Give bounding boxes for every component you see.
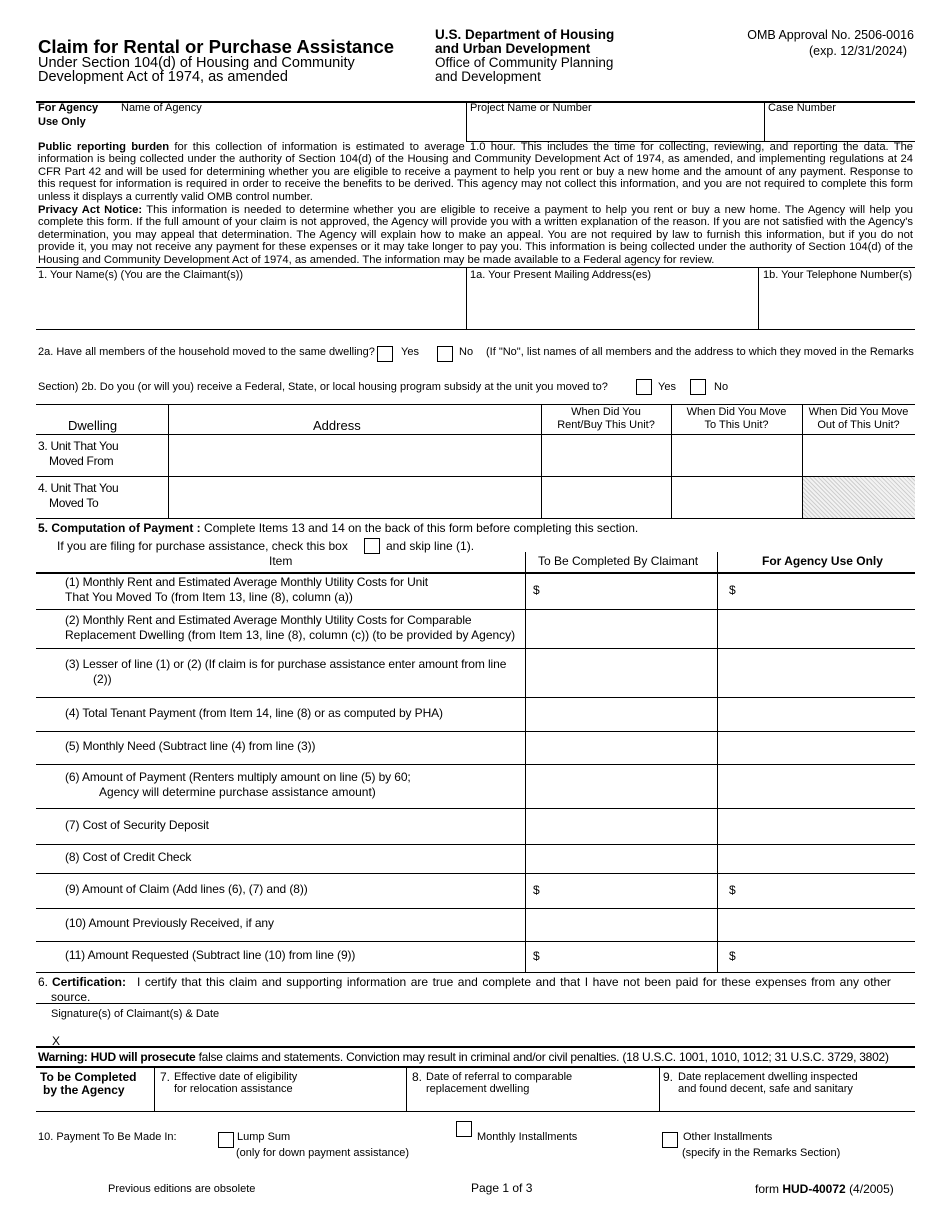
moved-from-rent-date-field[interactable] — [542, 435, 671, 476]
office-name-line1: Office of Community Planning — [435, 55, 614, 70]
computation-line-1-text: (1) Monthly Rent and Estimated Average Monthly Utility Costs for Unit — [65, 575, 429, 589]
question-2b-label: Section) 2b. Do you (or will you) receive a Federal, State, or local housing program subsidy at the unit you moved to? — [38, 381, 608, 393]
computation-line-3-label — [65, 657, 521, 687]
question-2a-note: (If "No", list names of all members and the address to which they moved in the Remarks — [486, 346, 914, 358]
computation-line-8-text: (8) Cost of Credit Check — [65, 850, 192, 864]
signature-label: Signature(s) of Claimant(s) & Date — [51, 1008, 220, 1020]
computation-line-10-text: (10) Amount Previously Received, if any — [65, 916, 274, 930]
lump-sum-label: Lump Sum — [237, 1131, 291, 1143]
item8-label-line2: replacement dwelling — [426, 1083, 530, 1095]
agency-column-header: For Agency Use Only — [762, 554, 883, 568]
omb-approval-number: OMB Approval No. 2506-0016 — [747, 28, 914, 42]
computation-line-3-text: (3) Lesser of line (1) or (2) (If claim is for purchase assistance enter amount from line — [65, 657, 507, 671]
form-subtitle-line2: Development Act of 1974, as amended — [38, 69, 288, 85]
computation-line-2-label — [65, 613, 521, 643]
moved-from-address-field[interactable] — [169, 435, 541, 476]
agency-amount-line-5-field[interactable] — [718, 732, 915, 764]
claimant-amount-line-8-field[interactable] — [526, 845, 717, 873]
row3-label-line1: 3. Unit That You — [38, 439, 119, 453]
question-2a-label: 2a. Have all members of the household moved to the same dwelling? — [38, 346, 375, 358]
form-number-id: HUD-40072 — [782, 1182, 846, 1196]
claimant-amount-line-1-field[interactable] — [526, 573, 717, 609]
item8-label-line1: Date of referral to comparable — [426, 1071, 573, 1083]
computation-line-4-text: (4) Total Tenant Payment (from Item 14, line (8) or as computed by PHA) — [65, 706, 443, 720]
form-number-prefix: form — [755, 1182, 779, 1196]
form-number — [755, 1182, 894, 1196]
move-out-header-line1: When Did You Move — [808, 406, 909, 418]
claimant-row-top-rule — [36, 267, 915, 268]
signature-rule — [36, 1046, 915, 1048]
case-number-label: Case Number — [768, 102, 836, 114]
move-out-date-column-header — [802, 406, 915, 432]
agency-amount-line-4-field[interactable] — [718, 698, 915, 731]
computation-line-7-text: (7) Cost of Security Deposit — [65, 818, 209, 832]
payment-method-label: 10. Payment To Be Made In: — [38, 1131, 177, 1143]
claimant-dollar-sign-line-9: $ — [533, 883, 540, 897]
claimant-name-field[interactable] — [36, 283, 466, 328]
agency-amount-line-11-field[interactable] — [718, 942, 915, 972]
move-in-header-line2: To This Unit? — [704, 419, 769, 431]
claimant-amount-line-2-field[interactable] — [526, 610, 717, 648]
name-of-agency-field[interactable] — [118, 103, 466, 141]
agency-amount-line-7-field[interactable] — [718, 809, 915, 844]
form-number-date: (4/2005) — [849, 1182, 894, 1196]
computation-heading-bold: 5. Computation of Payment : — [38, 521, 201, 535]
agency-block-label-line2: by the Agency — [43, 1083, 125, 1097]
question-2b-no-label: No — [714, 381, 729, 393]
item-column-header: Item — [269, 554, 293, 568]
household-same-dwelling-no-checkbox[interactable] — [437, 346, 453, 362]
dwelling-column-header: Dwelling — [68, 418, 118, 433]
agency-amount-line-6-field[interactable] — [718, 765, 915, 808]
claimant-amount-line-7-field[interactable] — [526, 809, 717, 844]
question-2b-yes-label: Yes — [658, 381, 676, 393]
privacy-text: This information is needed to determine whether you are eligible to receive a payment to help you rent or buy a new home. The Agency will help you complete this form. If the full amount of your claim is not approved, the Agency will provide you with a written explanation of the reason. If you are not satisfied with the Agency's determination, you may appeal that determination. The Agency will explain how to make an appeal. You are not required by law to furnish this information, but if you do not provide it, you may not receive any payment for these expenses or it may take longer to pay you. This information is being collected under the authority of Section 104(d) of the Housing and Community Development Act of 1974, as amended. The information may be made available to a Federal agency for review. — [38, 204, 914, 266]
signature-x-mark: X — [52, 1034, 61, 1048]
claimant-amount-line-5-field[interactable] — [526, 732, 717, 764]
moved-to-move-in-date-field[interactable] — [672, 477, 802, 518]
office-name-line2: and Development — [435, 69, 541, 84]
form-subtitle-line1: Under Section 104(d) of Housing and Community — [38, 55, 355, 71]
household-same-dwelling-yes-checkbox[interactable] — [377, 346, 393, 362]
claimant-amount-line-11-field[interactable] — [526, 942, 717, 972]
computation-line-6-label — [65, 770, 521, 800]
claimant-amount-line-9-field[interactable] — [526, 874, 717, 908]
project-name-field[interactable] — [467, 103, 763, 141]
computation-line-11-label — [65, 948, 521, 963]
computation-line-6-text-cont: Agency will determine purchase assistance amount) — [99, 785, 376, 799]
other-installments-checkbox[interactable] — [662, 1132, 678, 1148]
computation-line-6-text: (6) Amount of Payment (Renters multiply amount on line (5) by 60; — [65, 770, 411, 784]
computation-line-7-label — [65, 818, 521, 833]
computation-line-3-text-cont: (2)) — [93, 672, 112, 686]
monthly-installments-checkbox[interactable] — [456, 1121, 472, 1137]
monthly-installments-label: Monthly Installments — [477, 1131, 578, 1143]
move-in-date-column-header — [671, 406, 802, 432]
moved-to-address-field[interactable] — [169, 477, 541, 518]
agency-dollar-sign-line-11: $ — [729, 949, 736, 963]
eligibility-date-field[interactable] — [155, 1096, 406, 1110]
moved-to-rent-date-field[interactable] — [542, 477, 671, 518]
other-installments-label: Other Installments — [683, 1131, 773, 1143]
certification-text-line1: I certify that this claim and supporting information are true and complete and that I have not been paid for these expenses from any other — [137, 975, 891, 989]
for-agency-label-line1: For Agency — [38, 102, 99, 114]
agency-amount-line-2-field[interactable] — [718, 610, 915, 648]
item8-number: 8. — [412, 1070, 423, 1084]
lump-sum-note: (only for down payment assistance) — [236, 1147, 410, 1159]
claimant-column-header: To Be Completed By Claimant — [538, 554, 699, 568]
other-installments-note: (specify in the Remarks Section) — [682, 1147, 841, 1159]
computation-line-10-label — [65, 916, 521, 931]
agency-amount-line-3-field[interactable] — [718, 649, 915, 697]
claimant-amount-line-3-field[interactable] — [526, 649, 717, 697]
mailing-address-label: 1a. Your Present Mailing Address(es) — [470, 269, 651, 281]
question-2a-no-label: No — [459, 346, 474, 358]
case-number-field[interactable] — [765, 103, 915, 141]
rent-buy-header-line2: Rent/Buy This Unit? — [557, 419, 655, 431]
computation-line-9-label — [65, 882, 521, 897]
agency-dollar-sign-line-1: $ — [729, 583, 736, 597]
claimant-dollar-sign-line-11: $ — [533, 949, 540, 963]
subsidy-yes-checkbox[interactable] — [636, 379, 652, 395]
agency-amount-line-1-field[interactable] — [718, 573, 915, 609]
item7-number: 7. — [160, 1070, 171, 1084]
certification-number: 6. — [38, 975, 49, 989]
computation-heading — [38, 521, 638, 535]
claimant-row-bottom-rule — [36, 329, 915, 330]
agency-amount-line-10-field[interactable] — [718, 909, 915, 941]
purchase-assistance-checkbox[interactable] — [364, 538, 380, 554]
computation-line-4-label — [65, 706, 521, 721]
burden-heading: Public reporting burden — [38, 141, 170, 153]
purchase-assistance-instruction: If you are filing for purchase assistance, check this box — [57, 539, 348, 553]
question-2a-yes-label: Yes — [401, 346, 419, 358]
rent-buy-date-column-header — [541, 406, 671, 432]
claimant-dollar-sign-line-1: $ — [533, 583, 540, 597]
agency-block-bottom-rule — [36, 1111, 915, 1112]
warning-rule — [36, 1066, 915, 1068]
previous-editions-note: Previous editions are obsolete — [108, 1183, 256, 1195]
burden-text: for this collection of information is estimated to average 1.0 hour. This includes the time for collecting, reviewing, and reporting the data. The information is being collected under the authority of Section 104(d) of the Housing and Community Development Act of 1974, as amended, and implementing regulations at 24 CFR Part 42 and will be used for determining whether you are eligible to receive a payment to help you rent or buy a new home and the amount of any payment. Response to this request for information is required in order to receive the benefits to be derived. This agency may not collect this information, and you are not required to complete this form unless it displays a currently valid OMB control number. — [38, 141, 914, 203]
warning-text: false claims and statements. Conviction may result in criminal and/or civil penalties. (18 U.S.C. 1001, 1010, 1012; 31 U.S.C. 3729, 3802) — [198, 1050, 889, 1064]
item7-label-line2: for relocation assistance — [174, 1083, 293, 1095]
move-in-header-line1: When Did You Move — [686, 406, 787, 418]
computation-line-11-text: (11) Amount Requested (Subtract line (10) from line (9)) — [65, 948, 356, 962]
moved-to-move-out-shaded-cell — [803, 477, 915, 518]
moved-from-move-in-date-field[interactable] — [672, 435, 802, 476]
address-column-header: Address — [313, 418, 361, 433]
telephone-field[interactable] — [759, 283, 915, 328]
computation-heading-text: Complete Items 13 and 14 on the back of this form before completing this section. — [204, 521, 639, 535]
inspection-date-field[interactable] — [660, 1096, 915, 1110]
signature-field[interactable] — [66, 1022, 915, 1046]
certification-heading: Certification: — [52, 975, 127, 989]
agency-block-label-line1: To be Completed — [40, 1070, 137, 1084]
warning-statement — [38, 1050, 889, 1064]
computation-line-2-text: (2) Monthly Rent and Estimated Average Monthly Utility Costs for Comparable — [65, 613, 472, 627]
row4-label-line1: 4. Unit That You — [38, 481, 119, 495]
row3-label-line2: Moved From — [49, 454, 114, 468]
project-name-label: Project Name or Number — [470, 102, 592, 114]
claimant-amount-line-4-field[interactable] — [526, 698, 717, 731]
department-name-line2: and Urban Development — [435, 41, 591, 56]
purchase-assistance-skip-label: and skip line (1). — [386, 539, 475, 553]
computation-line-8-label — [65, 850, 521, 865]
computation-line-9-text: (9) Amount of Claim (Add lines (6), (7) and (8)) — [65, 882, 308, 896]
privacy-act-notice — [38, 204, 913, 266]
rent-buy-header-line1: When Did You — [571, 406, 641, 418]
public-reporting-burden-notice — [38, 141, 913, 203]
computation-line-5-label — [65, 739, 521, 754]
move-out-header-line2: Out of This Unit? — [817, 419, 900, 431]
agency-dollar-sign-line-9: $ — [729, 883, 736, 897]
agency-amount-line-9-field[interactable] — [718, 874, 915, 908]
claimant-amount-line-6-field[interactable] — [526, 765, 717, 808]
subsidy-no-checkbox[interactable] — [690, 379, 706, 395]
department-name-line1: U.S. Department of Housing — [435, 27, 615, 42]
item9-label-line2: and found decent, safe and sanitary — [678, 1083, 853, 1095]
row4-label-line2: Moved To — [49, 496, 99, 510]
for-agency-label-line2: Use Only — [38, 116, 86, 128]
omb-expiration: (exp. 12/31/2024) — [809, 44, 907, 58]
name-of-agency-label: Name of Agency — [121, 102, 202, 114]
certification-rule — [36, 1003, 915, 1004]
referral-date-field[interactable] — [407, 1096, 659, 1110]
agency-amount-line-8-field[interactable] — [718, 845, 915, 873]
mailing-address-field[interactable] — [467, 283, 758, 328]
privacy-heading: Privacy Act Notice: — [38, 204, 143, 216]
claimant-name-label: 1. Your Name(s) (You are the Claimant(s)) — [38, 269, 244, 281]
item9-label-line1: Date replacement dwelling inspected — [678, 1071, 858, 1083]
dwelling-table-bottom-rule — [36, 518, 915, 519]
form-title: Claim for Rental or Purchase Assistance — [38, 36, 395, 57]
computation-row-rule — [36, 972, 915, 973]
lump-sum-checkbox[interactable] — [218, 1132, 234, 1148]
warning-bold: Warning: HUD will prosecute — [38, 1050, 196, 1064]
telephone-label: 1b. Your Telephone Number(s) — [763, 269, 913, 281]
item7-label-line1: Effective date of eligibility — [174, 1071, 298, 1083]
item9-number: 9. — [663, 1070, 674, 1084]
page-number: Page 1 of 3 — [471, 1181, 533, 1195]
claimant-amount-line-10-field[interactable] — [526, 909, 717, 941]
certification-text-line2: source. — [51, 990, 91, 1004]
computation-line-5-text: (5) Monthly Need (Subtract line (4) from line (3)) — [65, 739, 316, 753]
computation-line-1-label — [65, 575, 521, 605]
computation-line-1-text-cont: That You Moved To (from Item 13, line (8), column (a)) — [65, 590, 353, 604]
computation-line-2-text-cont: Replacement Dwelling (from Item 13, line (8), column (c)) (to be provided by Agency) — [65, 628, 516, 642]
moved-from-move-out-date-field[interactable] — [803, 435, 915, 476]
